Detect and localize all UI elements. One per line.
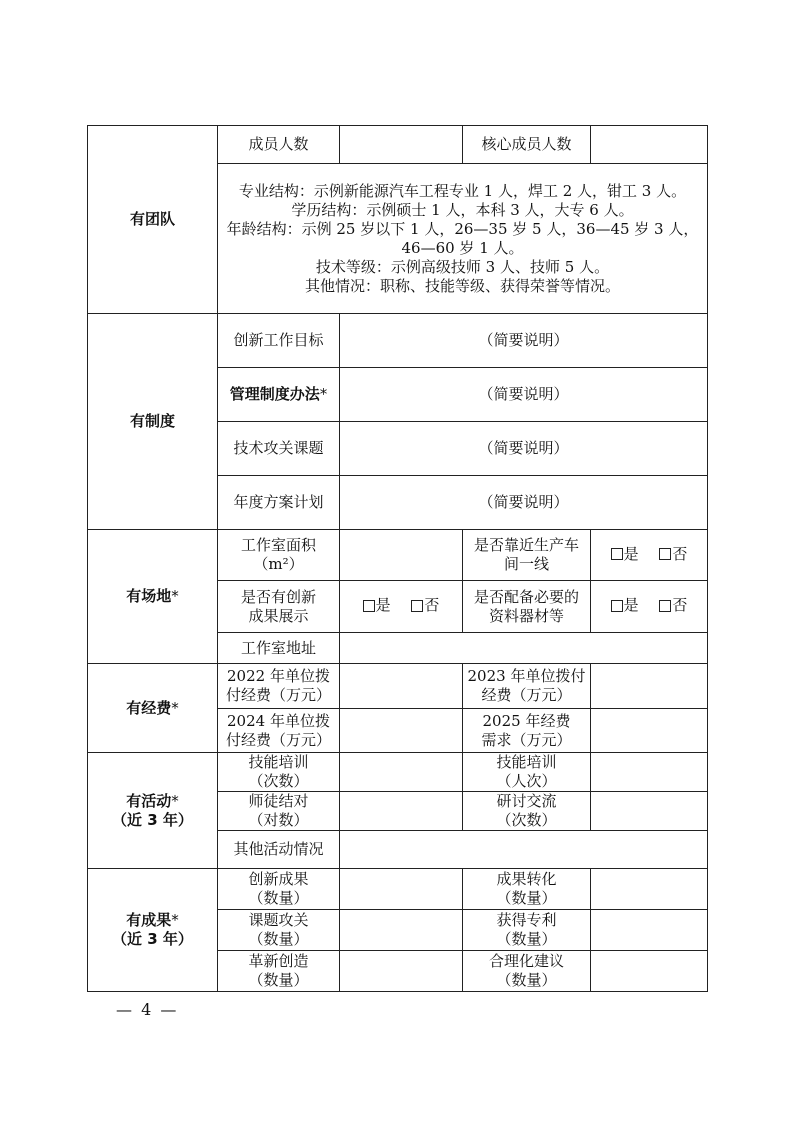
address-label: 工作室地址 (218, 633, 340, 664)
seminars-field[interactable] (591, 792, 708, 831)
display-options (340, 581, 463, 633)
funding-2025-label: 2025 年经费 需求（万元） (463, 709, 591, 753)
results-transformation-label: 成果转化 （数量） (463, 869, 591, 910)
patents-label: 获得专利 （数量） (463, 910, 591, 951)
activities-category (88, 753, 218, 869)
materials-options (591, 581, 708, 633)
results-period: （近 3 年） (112, 930, 193, 948)
yes-label: 是 (623, 544, 639, 563)
funding-category-text: 有经费 (126, 698, 172, 717)
team-category: 有团队 (88, 126, 218, 314)
near-workshop-no-checkbox[interactable] (659, 545, 687, 564)
funding-2025-field[interactable] (591, 709, 708, 753)
suggestions-field[interactable] (591, 951, 708, 992)
required-star: * (171, 587, 179, 605)
materials-label: 是否配备必要的 资料器材等 (463, 581, 591, 633)
mentorship-label: 师徒结对 （对数） (218, 792, 340, 831)
near-workshop-yes-checkbox[interactable] (611, 545, 639, 564)
funding-2024-field[interactable] (340, 709, 463, 753)
innovation-results-field[interactable] (340, 869, 463, 910)
member-count-label: 成员人数 (218, 126, 340, 164)
checkbox-icon (411, 600, 423, 612)
site-category (88, 530, 218, 664)
no-label: 否 (424, 596, 440, 615)
core-member-count-field[interactable] (591, 126, 708, 164)
display-label: 是否有创新 成果展示 (218, 581, 340, 633)
annual-plan-field[interactable]: （简要说明） (340, 476, 708, 530)
required-star: * (171, 698, 179, 717)
tech-research-label: 技术攻关课题 (218, 422, 340, 476)
no-label: 否 (672, 544, 688, 563)
training-people-label: 技能培训 （人次） (463, 753, 591, 792)
results-transformation-field[interactable] (591, 869, 708, 910)
materials-no-checkbox[interactable] (659, 596, 687, 615)
checkbox-icon (659, 548, 671, 560)
site-category-text: 有场地 (126, 587, 172, 605)
required-star: * (171, 911, 179, 929)
materials-yes-checkbox[interactable] (611, 596, 639, 615)
training-count-field[interactable] (340, 753, 463, 792)
team-line-age: 年龄结构：示例 25 岁以下 1 人，26—35 岁 5 人，36—45 岁 3 人，46—60 岁 1 人。 (226, 219, 699, 257)
annual-plan-label: 年度方案计划 (218, 476, 340, 530)
management-rules-text: 管理制度办法 (229, 385, 320, 403)
funding-2023-label: 2023 年单位拨付 经费（万元） (463, 664, 591, 709)
other-activities-field[interactable] (340, 831, 708, 869)
suggestions-label: 合理化建议 （数量） (463, 951, 591, 992)
management-rules-label (218, 368, 340, 422)
funding-2023-field[interactable] (591, 664, 708, 709)
reform-field[interactable] (340, 951, 463, 992)
checkbox-icon (659, 600, 671, 612)
activities-period: （近 3 年） (112, 810, 193, 829)
checkbox-icon (611, 600, 623, 612)
core-member-count-label: 核心成员人数 (463, 126, 591, 164)
results-category (88, 869, 218, 992)
display-no-checkbox[interactable] (411, 596, 439, 615)
checkbox-icon (363, 600, 375, 612)
display-yes-checkbox[interactable] (363, 596, 391, 615)
seminars-label: 研讨交流 （次数） (463, 792, 591, 831)
checkbox-icon (611, 548, 623, 560)
patents-field[interactable] (591, 910, 708, 951)
innovation-results-label: 创新成果 （数量） (218, 869, 340, 910)
near-workshop-options (591, 530, 708, 581)
member-count-field[interactable] (340, 126, 463, 164)
team-line-other: 其他情况：职称、技能等级、获得荣誉等情况。 (304, 276, 620, 295)
other-activities-label: 其他活动情况 (218, 831, 340, 869)
funding-2022-label: 2022 年单位拨 付经费（万元） (218, 664, 340, 709)
area-field[interactable] (340, 530, 463, 581)
area-label: 工作室面积 （m²） (218, 530, 340, 581)
required-star: * (171, 791, 179, 810)
yes-label: 是 (375, 596, 391, 615)
application-form-table (87, 125, 708, 992)
team-line-major: 专业结构：示例新能源汽车工程专业 1 人，焊工 2 人，钳工 3 人。 (238, 181, 687, 200)
reform-label: 革新创造 （数量） (218, 951, 340, 992)
yes-label: 是 (623, 596, 639, 615)
team-line-education: 学历结构：示例硕士 1 人，本科 3 人，大专 6 人。 (291, 200, 634, 219)
funding-2024-label: 2024 年单位拨 付经费（万元） (218, 709, 340, 753)
mentorship-field[interactable] (340, 792, 463, 831)
training-count-label: 技能培训 （次数） (218, 753, 340, 792)
innovation-goal-label: 创新工作目标 (218, 314, 340, 368)
team-structure-description[interactable] (218, 164, 708, 314)
team-line-skill-level: 技术等级：示例高级技师 3 人、技师 5 人。 (315, 257, 610, 276)
research-field[interactable] (340, 910, 463, 951)
near-workshop-label: 是否靠近生产车 间一线 (463, 530, 591, 581)
funding-category (88, 664, 218, 753)
required-star: * (319, 385, 328, 403)
tech-research-field[interactable]: （简要说明） (340, 422, 708, 476)
address-field[interactable] (340, 633, 708, 664)
page-number: — 4 — (116, 1000, 179, 1019)
research-label: 课题攻关 （数量） (218, 910, 340, 951)
no-label: 否 (672, 596, 688, 615)
training-people-field[interactable] (591, 753, 708, 792)
innovation-goal-field[interactable]: （简要说明） (340, 314, 708, 368)
funding-2022-field[interactable] (340, 664, 463, 709)
management-rules-field[interactable]: （简要说明） (340, 368, 708, 422)
results-category-text: 有成果 (126, 911, 172, 929)
activities-category-text: 有活动 (126, 791, 172, 810)
system-category: 有制度 (88, 314, 218, 530)
